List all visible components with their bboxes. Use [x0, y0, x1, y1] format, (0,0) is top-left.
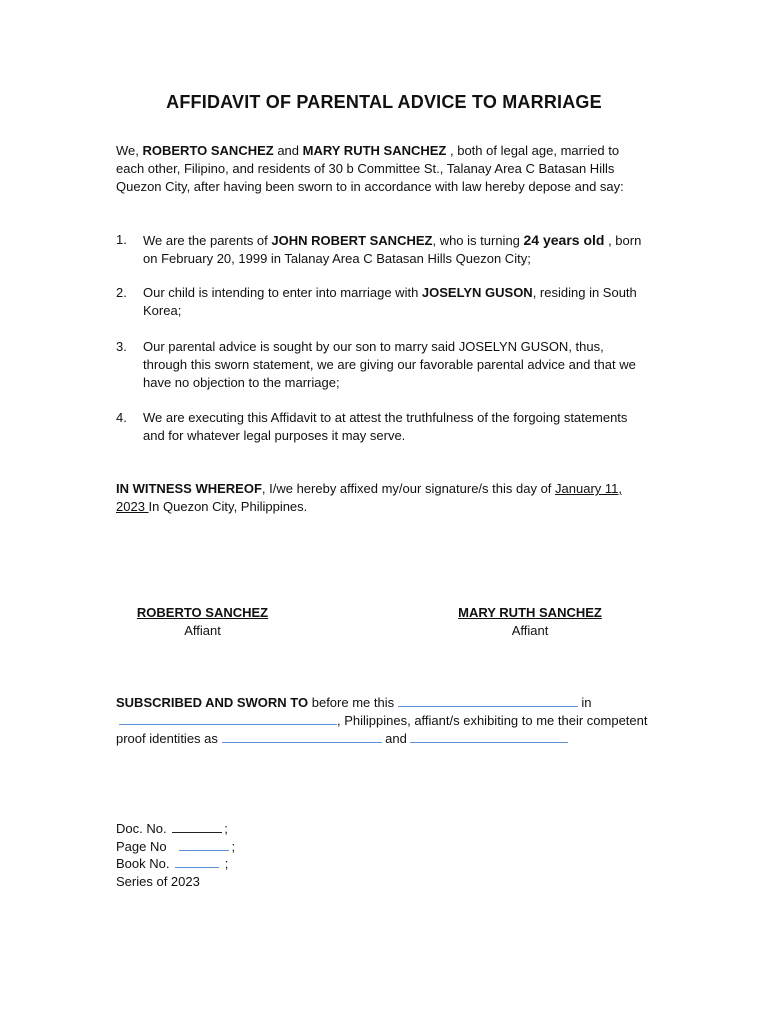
semicolon: ;	[231, 838, 236, 854]
notarial-register	[116, 820, 646, 890]
item-text: We are executing this Affidavit to at attest the truthfulness of the forgoing statements and for whatever legal purposes it may serve.	[143, 410, 628, 443]
jurat-text: in	[577, 695, 592, 710]
item-text: Our parental advice is sought by our son to marry said JOSELYN GUSON, thus, through this sworn statement, we are giving our favorable parental advice and that we have no objection to the marriage;	[143, 339, 636, 390]
book-no-line	[116, 855, 646, 873]
child-age: 24 years old	[523, 232, 605, 248]
semicolon: ;	[224, 821, 228, 836]
signature-block-2	[445, 604, 615, 640]
item-text: , who is turning	[432, 233, 524, 248]
series-label: Series of 2023	[116, 873, 200, 889]
child-name: JOHN ROBERT SANCHEZ	[271, 233, 433, 248]
signatory-name: MARY RUTH SANCHEZ	[458, 605, 602, 620]
doc-no-label: Doc. No.	[116, 821, 167, 836]
item-text: , residing in South Korea;	[143, 285, 637, 318]
intro-paragraph	[116, 142, 646, 196]
page-no-blank	[179, 839, 229, 851]
page-no-line	[116, 838, 646, 856]
jurat-text: and	[381, 731, 411, 746]
place-blank-line	[119, 712, 337, 725]
list-item-4	[116, 409, 646, 445]
witness-text: , I/we hereby affixed my/our signature/s this day of	[261, 481, 556, 496]
date-blank-line	[398, 694, 578, 707]
semicolon: ;	[224, 856, 229, 871]
intro-we: We,	[116, 143, 143, 158]
signatory-role: Affiant	[511, 623, 549, 638]
id-blank-line-1	[222, 730, 382, 743]
witness-lead: IN WITNESS WHEREOF	[116, 481, 262, 496]
signature-block-1	[125, 604, 280, 640]
parent1-name: ROBERTO SANCHEZ	[142, 143, 274, 158]
book-no-label: Book No.	[116, 856, 170, 871]
signatory-name: ROBERTO SANCHEZ	[136, 605, 269, 620]
intro-rest: , both of legal age, married to each other, Filipino, and residents of 30 b Committee St., Talanay Area C Batasan Hills Quezon City, after having been sworn to in accordance with law hereby depose and say:	[116, 143, 624, 194]
list-item-2	[116, 284, 646, 320]
document-title: AFFIDAVIT OF PARENTAL ADVICE TO MARRIAGE	[166, 92, 602, 112]
item-number: 4.	[116, 410, 127, 425]
doc-no-line	[116, 820, 646, 838]
item-number: 1.	[116, 232, 127, 247]
jurat-text: , Philippines, affiant/s exhibiting to me their competent proof identities as	[116, 713, 648, 746]
doc-no-blank	[172, 821, 222, 833]
witness-paragraph	[116, 480, 646, 516]
list-item-3	[116, 338, 646, 392]
partner-name: JOSELYN GUSON	[421, 285, 533, 300]
id-blank-line-2	[410, 730, 568, 743]
page-no-label: Page No	[116, 838, 167, 854]
witness-place: In Quezon City, Philippines.	[148, 499, 308, 514]
jurat-text: before me this	[308, 695, 398, 710]
signatory-role: Affiant	[184, 623, 221, 638]
item-text: Our child is intending to enter into marriage with	[143, 285, 422, 300]
list-item-1	[116, 231, 646, 268]
parent2-name: MARY RUTH SANCHEZ	[302, 143, 447, 158]
jurat-paragraph	[116, 694, 661, 748]
jurat-lead: SUBSCRIBED AND SWORN TO	[116, 695, 309, 710]
item-number: 2.	[116, 285, 127, 300]
item-text: , born on February 20, 1999 in Talanay Area C Batasan Hills Quezon City;	[143, 233, 642, 266]
intro-and: and	[273, 143, 303, 158]
book-no-blank	[175, 856, 219, 868]
witness-date: January 11, 2023	[116, 481, 622, 514]
item-number: 3.	[116, 339, 127, 354]
item-text: We are the parents of	[143, 233, 272, 248]
